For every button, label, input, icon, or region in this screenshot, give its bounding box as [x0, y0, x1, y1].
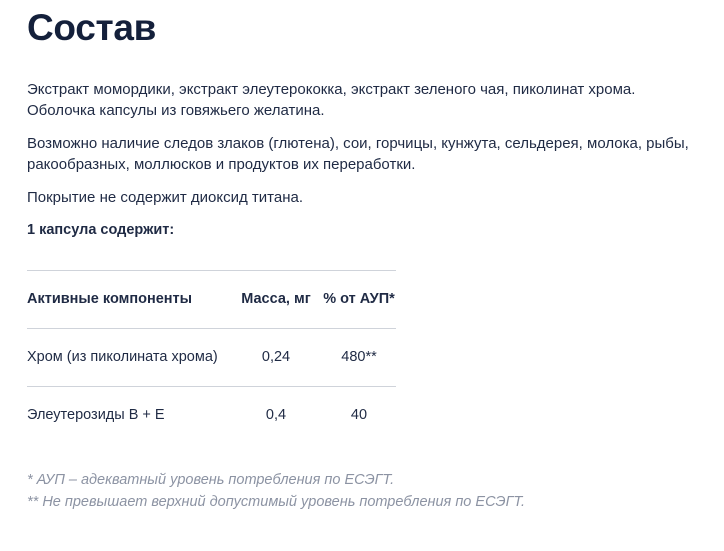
table-cell-percent: 40	[350, 407, 368, 423]
table-cell-component: Хром (из пиколината хрома)	[27, 349, 218, 365]
ingredients-line-1: Экстракт момордики, экстракт элеутерококка, экстракт зеленого чая, пиколинат хрома.	[27, 81, 636, 98]
coating-paragraph	[27, 187, 707, 208]
capsule-heading: 1 капсула содержит:	[27, 222, 175, 238]
table-cell-component: Элеутерозиды B + E	[27, 407, 165, 423]
ingredients-paragraph	[27, 79, 707, 121]
header-mass: Масса, мг	[241, 291, 311, 307]
table-header-row	[27, 270, 396, 328]
table-cell-mass: 0,4	[265, 407, 287, 423]
coating-line: Покрытие не содержит диоксид титана.	[27, 189, 304, 206]
header-percent: % от АУП*	[323, 291, 395, 307]
page-title: Состав	[27, 7, 157, 48]
allergens-line-1: Возможно наличие следов злаков (глютена), сои, горчицы, кунжута, сельдерея, молока, рыбы,	[27, 135, 689, 152]
table-cell-percent: 480**	[341, 349, 377, 365]
allergens-line-2: ракообразных, моллюсков и продуктов их переработки.	[27, 156, 416, 173]
footnote-upper-limit: ** Не превышает верхний допустимый уровень потребления по ЕСЭГТ.	[27, 494, 526, 510]
allergens-paragraph	[27, 133, 707, 175]
table-cell-mass: 0,24	[261, 349, 291, 365]
table-row	[27, 386, 396, 444]
table-row	[27, 328, 396, 386]
header-components: Активные компоненты	[27, 291, 193, 307]
footnote-aup: * АУП – адекватный уровень потребления по ЕСЭГТ.	[27, 472, 395, 488]
ingredients-line-2: Оболочка капсулы из говяжьего желатина.	[27, 102, 325, 119]
nutrition-table	[27, 270, 396, 444]
